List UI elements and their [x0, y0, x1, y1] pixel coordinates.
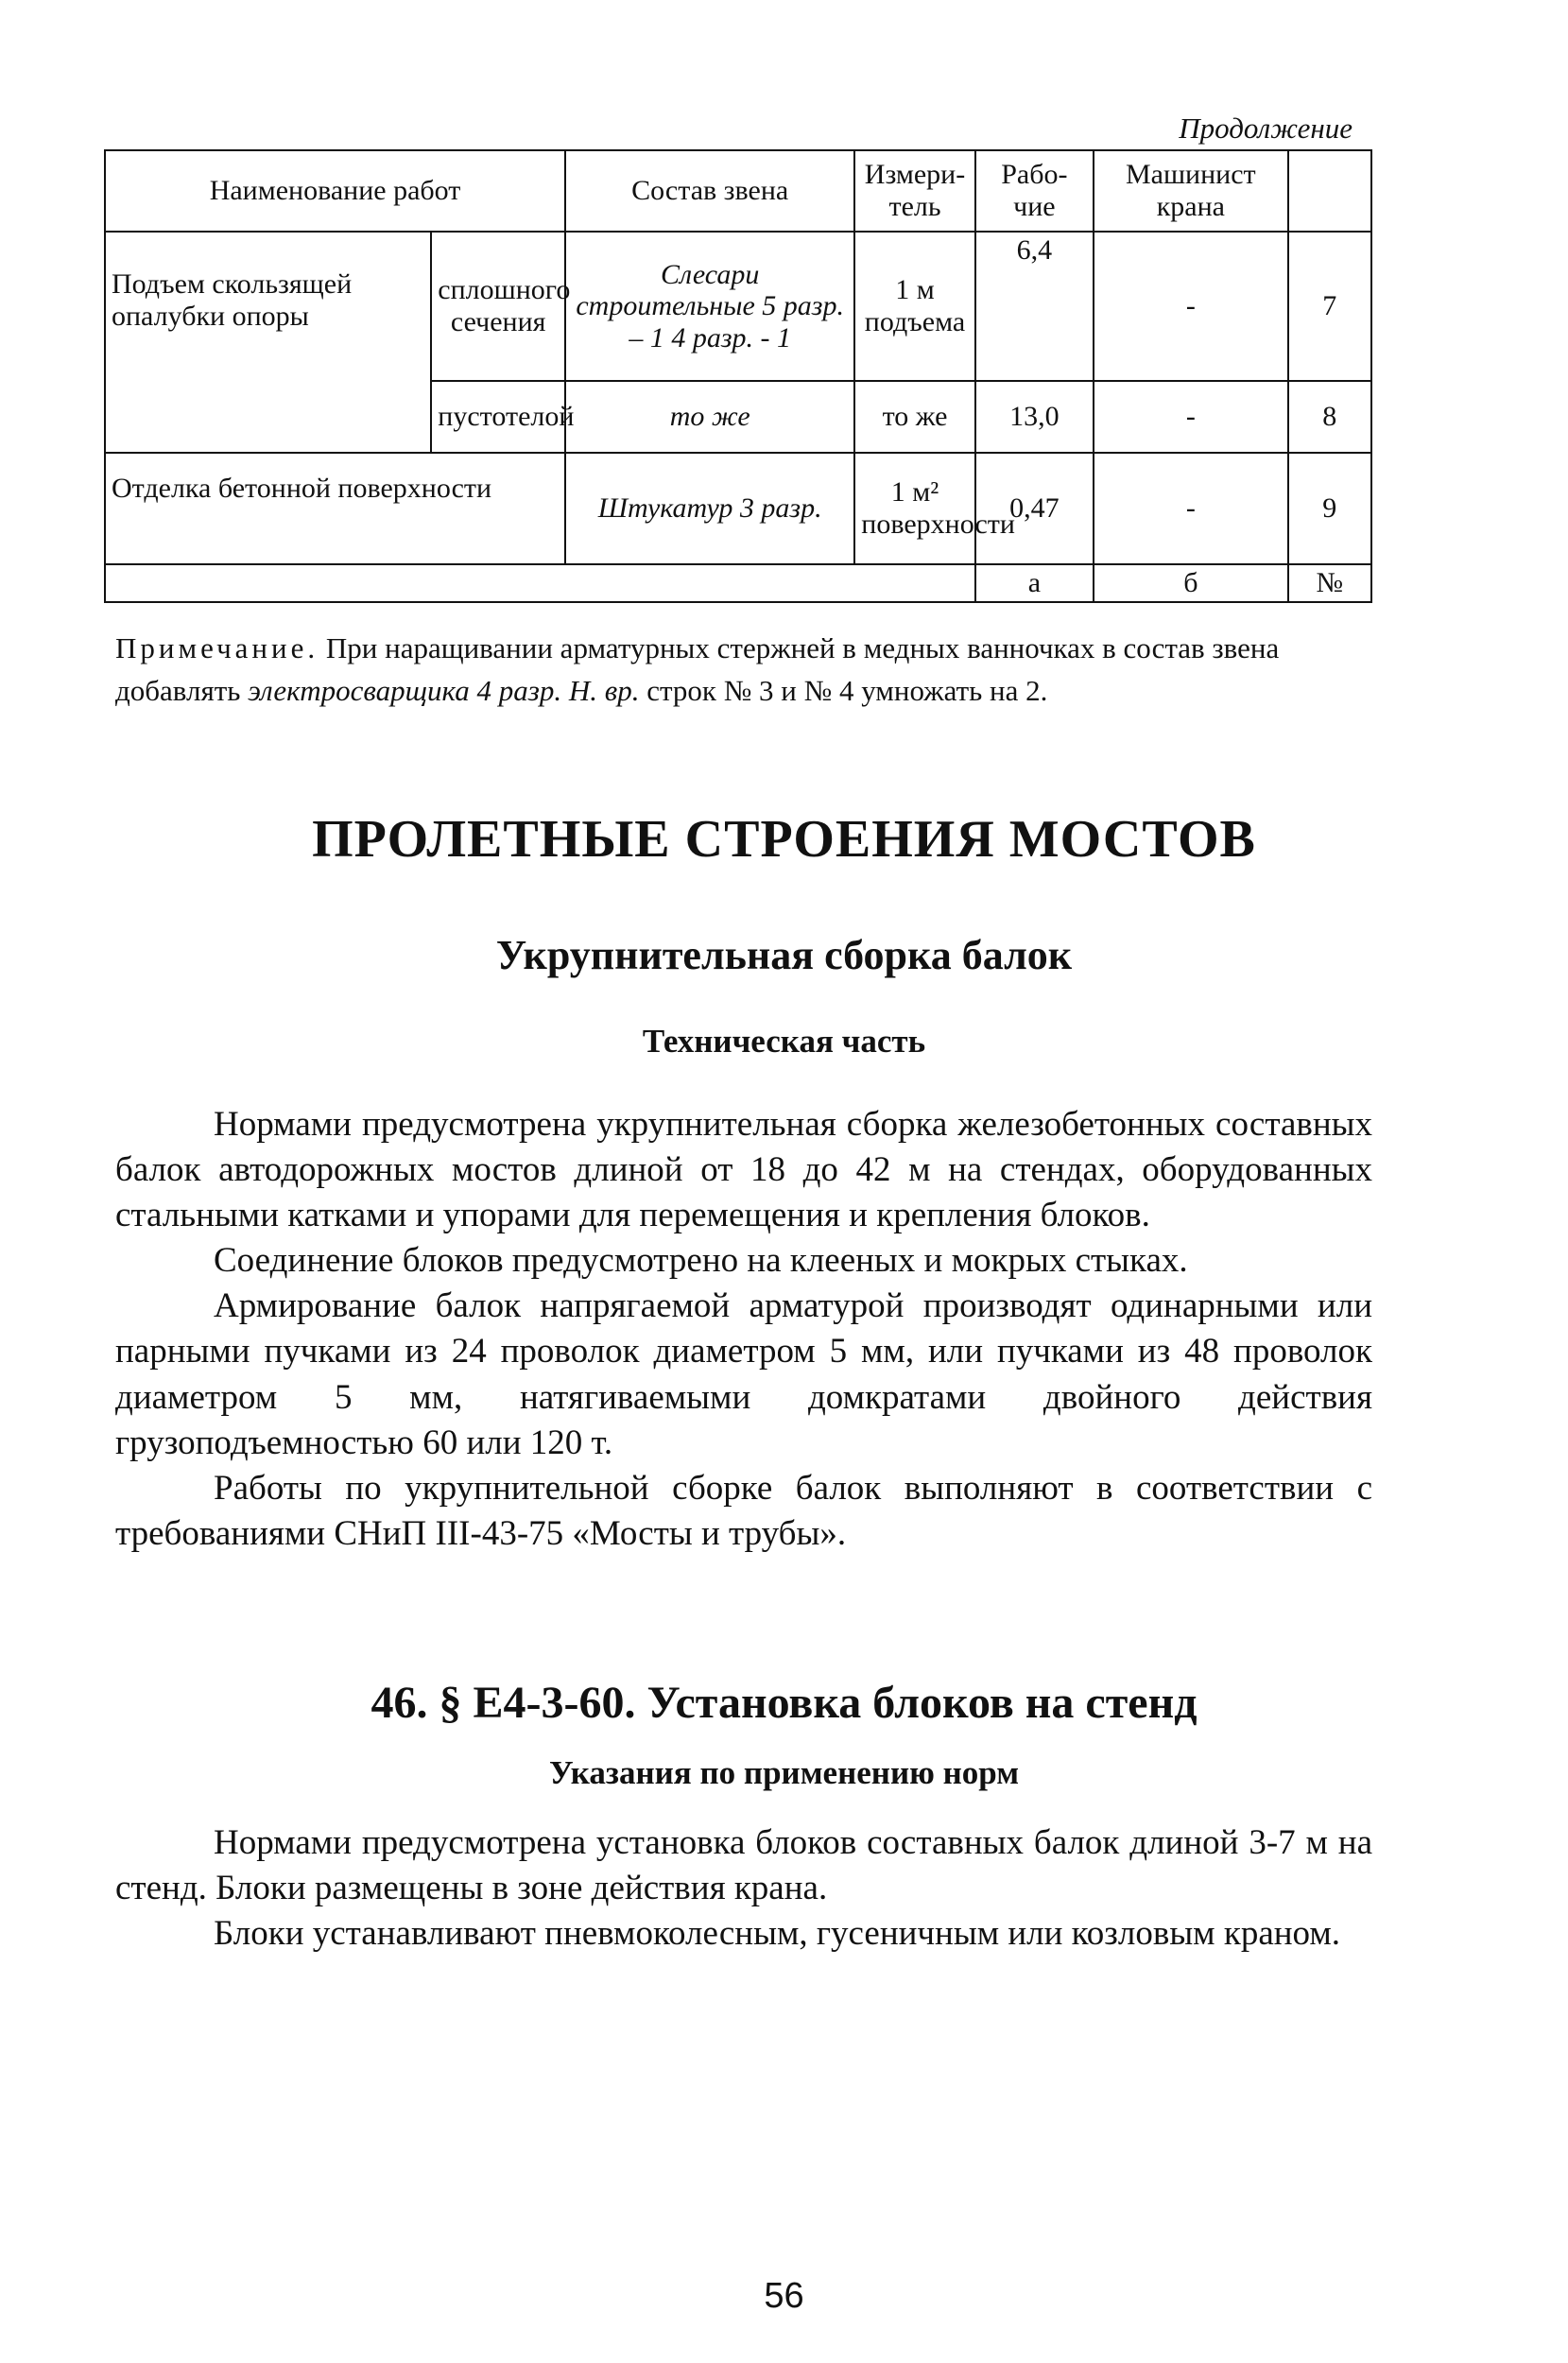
row-section: сплошного сечения — [431, 232, 565, 381]
footer-col-num: № — [1288, 564, 1371, 602]
usage-body — [115, 1820, 1372, 1957]
row-crane: - — [1094, 453, 1288, 564]
subsection-title: Укрупнительная сборка балок — [495, 932, 1073, 978]
continuation-label: Продолжение — [1179, 112, 1353, 145]
table-header-row — [105, 150, 1371, 232]
row-workers: 13,0 — [975, 381, 1094, 453]
row-crew: Слесари строительные 5 разр. – 1 4 разр. - 1 — [565, 232, 854, 381]
row-num: 8 — [1288, 381, 1371, 453]
note-text-italic: электросварщика 4 разр. Н. вр. — [248, 673, 640, 707]
table-note — [115, 628, 1372, 713]
usage-title: Указания по применению норм — [548, 1754, 1020, 1791]
note-label: Примечание. — [115, 631, 319, 664]
footer-col-b: б — [1094, 564, 1288, 602]
paragraph: Блоки устанавливают пневмоколесным, гусеничным или козловым краном. — [214, 1914, 1341, 1954]
paragraph: Нормами предусмотрена укрупнительная сборка железобетонных составных балок автодорожных мостов длиной от 18 до 42 м на стендах, оборудованных стальными катками и упорами для перемещения и крепления блоков. — [115, 1105, 1372, 1235]
header-crew: Состав звена — [565, 150, 854, 232]
table-row — [105, 453, 1371, 564]
row-crane: - — [1094, 232, 1288, 381]
row-section: пустотелой — [431, 381, 565, 453]
table-row — [105, 232, 1371, 381]
header-workers: Рабо-чие — [975, 150, 1094, 232]
row-workers: 0,47 — [975, 453, 1094, 564]
paragraph: Нормами предусмотрена установка блоков составных балок длиной 3-7 м на стенд. Блоки размещены в зоне действия крана. — [115, 1823, 1372, 1908]
footer-col-a: а — [975, 564, 1094, 602]
row-num: 9 — [1288, 453, 1371, 564]
row-num: 7 — [1288, 232, 1371, 381]
row-crew: Штукатур 3 разр. — [565, 453, 854, 564]
row-work-name: Подъем скользящей опалубки опоры — [105, 232, 431, 453]
header-empty — [1288, 150, 1371, 232]
header-crane-operator: Машинист крана — [1094, 150, 1288, 232]
table-footer-row — [105, 564, 1371, 602]
page-number: 56 — [764, 2276, 804, 2316]
paragraph: Работы по укрупнительной сборке балок выполняют в соответствии с требованиями СНиП III-43-75 «Мосты и трубы». — [115, 1468, 1372, 1553]
paragraph-title: 46. § Е4-3-60. Установка блоков на стенд — [370, 1678, 1198, 1728]
row-unit: 1 м² поверхности — [854, 453, 974, 564]
norms-table — [104, 149, 1372, 603]
paragraph: Соединение блоков предусмотрено на клееных и мокрых стыках. — [214, 1241, 1188, 1281]
tech-part-title: Техническая часть — [642, 1023, 926, 1060]
header-unit: Измери-тель — [854, 150, 974, 232]
footer-empty — [105, 564, 975, 602]
row-workers: 6,4 — [975, 232, 1094, 381]
header-work-name: Наименование работ — [105, 150, 565, 232]
paragraph: Армирование балок напрягаемой арматурой производят одинарными или парными пучками из 24 проволок диаметром 5 мм, или пучками из 48 проволок диаметром 5 мм, натягиваемыми домкратами двойного действия грузоподъемностью 60 или 120 т. — [115, 1286, 1372, 1462]
note-text-2: строк № 3 и № 4 умножать на 2. — [639, 673, 1048, 707]
section-title: ПРОЛЕТНЫЕ СТРОЕНИЯ МОСТОВ — [312, 810, 1256, 869]
row-work-name: Отделка бетонной поверхности — [105, 453, 565, 564]
tech-part-body — [115, 1102, 1372, 1557]
row-unit: то же — [854, 381, 974, 453]
row-crew: то же — [565, 381, 854, 453]
note-text-1: При наращивании арматурных стержней в медных ванночках в состав звена добавлять — [115, 631, 1280, 707]
row-crane: - — [1094, 381, 1288, 453]
row-unit: 1 м подъема — [854, 232, 974, 381]
